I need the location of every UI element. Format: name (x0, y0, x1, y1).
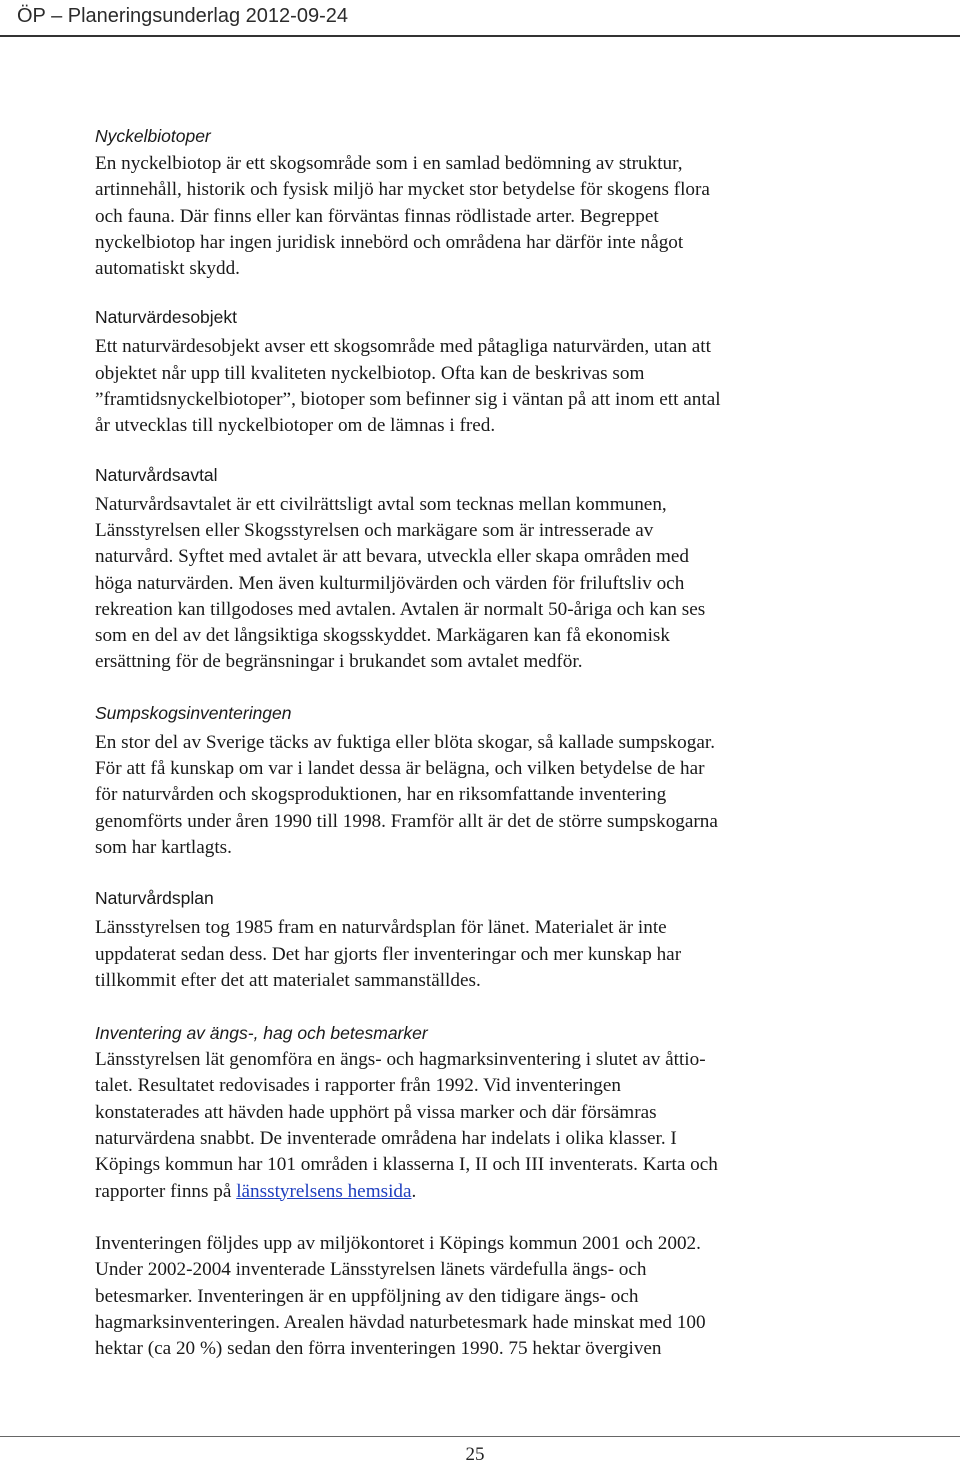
text-line: objektet når upp till kvaliteten nyckelbiotop. Ofta kan de beskrivas som (95, 362, 645, 384)
text-line: rekreation kan tillgodoses med avtalen. Avtalen är normalt 50-åriga och kan ses (95, 598, 706, 620)
text-line: nyckelbiotop har ingen juridisk innebörd och områdena har därför inte något (95, 231, 684, 253)
text-line: som har kartlagts. (95, 836, 232, 858)
header-divider (0, 35, 960, 37)
paragraph (95, 492, 855, 676)
text-line: En stor del av Sverige täcks av fuktiga eller blöta skogar, så kallade sumpskogar. (95, 731, 715, 753)
text-line: Länsstyrelsen lät genomföra en ängs- och hagmarksinventering i slutet av åttio- (95, 1049, 706, 1071)
text-line: naturvärdena snabbt. De inventerade områdena har indelats i olika klasser. I (95, 1128, 677, 1150)
text-line: automatiskt skydd. (95, 258, 240, 280)
text-line: För att få kunskap om var i landet dessa är belägna, och vilken betydelse de har (95, 758, 705, 780)
text-line: som en del av det långsiktiga skogsskyddet. Markägaren kan få ekonomisk (95, 625, 670, 647)
paragraph (95, 334, 855, 439)
text-line: konstaterades att hävden hade upphört på vissa marker och där försämras (95, 1101, 657, 1123)
text-line: hagmarksinventeringen. Arealen hävdad naturbetesmark hade minskat med 100 (95, 1311, 706, 1333)
text-line: uppdaterat sedan dess. Det har gjorts fler inventeringar och mer kunskap har (95, 943, 682, 965)
text-line: ”framtidsnyckelbiotoper”, biotoper som befinner sig i väntan på att inom ett antal (95, 389, 721, 411)
text-line: En nyckelbiotop är ett skogsområde som i en samlad bedömning av struktur, (95, 153, 683, 174)
text-line: för naturvården och skogsproduktionen, har en riksomfattande inventering (95, 784, 667, 806)
document-header-title: ÖP – Planeringsunderlag 2012-09-24 (17, 5, 348, 27)
text-line: betesmarker. Inventeringen är en uppföljning av den tidigare ängs- och (95, 1285, 639, 1307)
text-line: höga naturvärden. Men även kulturmiljövärden och värden för friluftsliv och (95, 572, 685, 594)
section-naturvardesobjekt (95, 304, 855, 439)
text-fragment: rapporter finns på (95, 1180, 237, 1202)
section-heading: Nyckelbiotoper (95, 126, 211, 146)
section-heading: Inventering av ängs-, hag och betesmarker (95, 1023, 428, 1044)
paragraph (95, 1047, 855, 1205)
text-line: Köpings kommun har 101 områden i klasserna I, II och III inventerats. Karta och (95, 1154, 718, 1176)
text-line: talet. Resultatet redovisades i rapporter från 1992. Vid inventeringen (95, 1075, 621, 1097)
text-fragment: . (411, 1180, 417, 1202)
text-line: Länsstyrelsen tog 1985 fram en naturvårdsplan för länet. Materialet är inte (95, 917, 667, 939)
section-inventering-angs-hag-betesmarker (95, 1020, 855, 1362)
text-line: Länsstyrelsen eller Skogsstyrelsen och markägare som är intresserade av (95, 519, 654, 541)
text-line: tillkommit efter det att materialet sammanställdes. (95, 969, 481, 991)
page-number: 25 (465, 1444, 485, 1465)
section-naturvardsplan (95, 885, 855, 994)
section-naturvardsavtal (95, 462, 855, 676)
document-body (95, 123, 855, 1362)
section-heading: Sumpskogsinventeringen (95, 702, 292, 723)
text-line: hektar (ca 20 %) sedan den förra inventeringen 1990. 75 hektar övergiven (95, 1338, 662, 1360)
section-heading: Naturvärdesobjekt (95, 307, 238, 328)
paragraph (95, 1231, 855, 1362)
text-line: Inventeringen följdes upp av miljökontoret i Köpings kommun 2001 och 2002. (95, 1232, 701, 1254)
text-line: Under 2002-2004 inventerade Länsstyrelsen länets värdefulla ängs- och (95, 1259, 647, 1281)
paragraph (95, 151, 855, 282)
section-sumpskogsinventeringen (95, 700, 855, 861)
section-heading: Naturvårdsavtal (95, 464, 218, 485)
section-heading: Naturvårdsplan (95, 888, 214, 909)
text-line: och fauna. Där finns eller kan förväntas finnas rödlistade arter. Begreppet (95, 205, 659, 227)
text-line: år utvecklas till nyckelbiotoper om de lämnas i fred. (95, 415, 496, 437)
text-line: genomförts under åren 1990 till 1998. Framför allt är det de större sumpskogarna (95, 810, 718, 832)
footer-divider (0, 1436, 960, 1437)
text-line: Ett naturvärdesobjekt avser ett skogsområde med påtagliga naturvärden, utan att (95, 336, 711, 358)
paragraph (95, 730, 855, 861)
lansstyrelsens-hemsida-link[interactable]: länsstyrelsens hemsida (236, 1180, 412, 1202)
paragraph (95, 915, 855, 994)
text-line (95, 1179, 855, 1205)
text-line: artinnehåll, historik och fysisk miljö har mycket stor betydelse för skogens flora (95, 179, 710, 201)
section-nyckelbiotoper (95, 123, 855, 282)
text-line: naturvård. Syftet med avtalet är att bevara, utveckla eller skapa områden med (95, 546, 690, 568)
text-line: Naturvårdsavtalet är ett civilrättsligt avtal som tecknas mellan kommunen, (95, 493, 667, 515)
text-line: ersättning för de begränsningar i brukandet som avtalet medför. (95, 651, 583, 673)
